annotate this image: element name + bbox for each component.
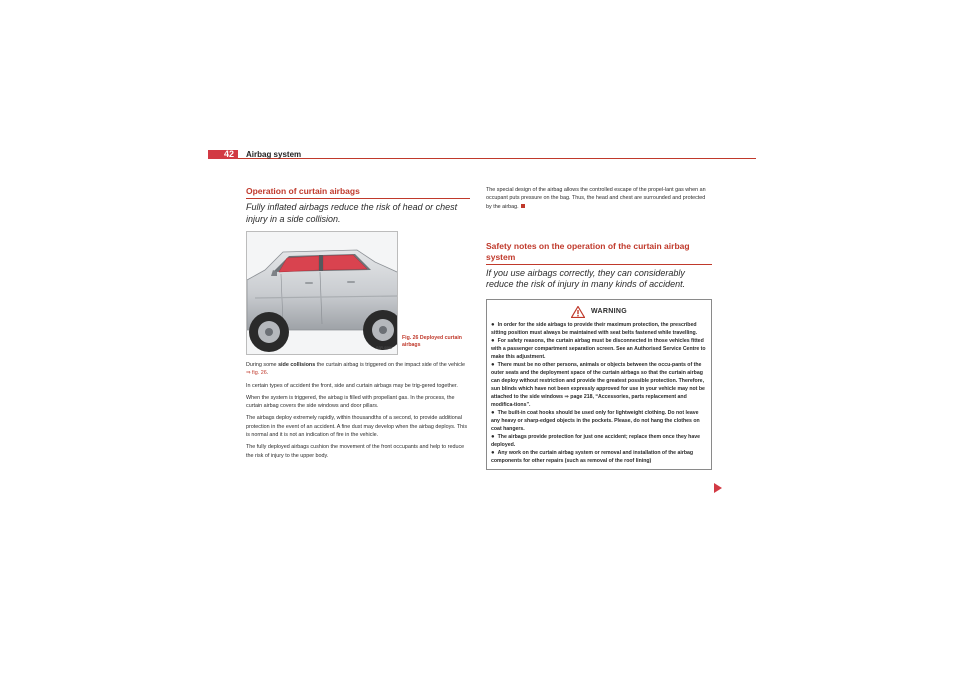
warning-item-text: For safety reasons, the curtain airbag must be disconnected in those vehicles fitted with a passenger compartment separation screen. See an Authorised Service Centre to make this adjustment. — [491, 337, 706, 360]
warning-box — [486, 299, 712, 470]
section-subtitle-safety: If you use airbags correctly, they can considerably reduce the risk of injury in many kinds of accident. — [486, 267, 686, 290]
paragraph-1-text-2: the curtain airbag is triggered on the impact side of the vehicle — [315, 362, 466, 368]
warning-item-text: Any work on the curtain airbag system or removal and installation of the airbag components for other repairs (such as removal of the roof lining) — [491, 449, 694, 464]
right-column — [486, 186, 712, 470]
bullet-icon: ● — [491, 337, 495, 344]
paragraph-1-end: . — [266, 370, 269, 377]
bullet-icon: ● — [491, 449, 495, 456]
page-number: 42 — [208, 150, 238, 159]
warning-item-text: The built-in coat hooks should be used only for lightweight clothing. Do not leave any heavy or sharp-edged objects in the pockets. Please, do not hang the clothes on coat hangers. — [491, 409, 700, 432]
warning-item-text: The airbags provide protection for just one accident; replace them once they have deployed. — [491, 433, 700, 448]
bullet-icon: ● — [491, 409, 495, 416]
figure-caption: Fig. 26 Deployed curtain airbags — [402, 335, 462, 348]
bullet-icon: ● — [491, 361, 495, 368]
figure-image — [246, 231, 398, 355]
warning-item-text: There must be no other persons, animals or objects between the occu-pants of the outer seats and the deployment space of the curtain airbags so that the curtain airbag can deploy without restriction and provide the greatest possible protection. Therefore, sun blinds which have not been expressly approved for use in your vehicle may not be attached to the side windows ⇒ page 218, “Accessories, parts replacement and modifica-tions”. — [491, 361, 705, 408]
continue-arrow-icon — [714, 483, 722, 493]
warning-item — [491, 433, 707, 449]
paragraph-3: When the system is triggered, the airbag is filled with propellant gas. In the process, the curtain airbag covers the side windows and door pillars. — [246, 394, 455, 410]
warning-item — [491, 337, 707, 361]
paragraph-1-bold: side collisions — [278, 362, 316, 368]
chapter-title: Airbag system — [246, 150, 302, 159]
car-side-illustration — [247, 232, 398, 355]
bullet-icon: ● — [491, 321, 495, 328]
figure-26 — [246, 231, 470, 355]
paragraph-5: The fully deployed airbags cushion the movement of the front occupants and help to reduce the risk of injury to the upper body. — [246, 444, 465, 459]
warning-item — [491, 321, 707, 337]
bullet-icon: ● — [491, 433, 495, 440]
warning-header — [491, 303, 707, 321]
section-heading-operation: Operation of curtain airbags — [246, 186, 470, 199]
paragraph-2: In certain types of accident the front, side and curtain airbags may be trig-gered together. — [246, 382, 458, 389]
figure-reference-link[interactable]: ⇒ fig. 26 — [246, 370, 267, 377]
section-heading-safety: Safety notes on the operation of the curtain airbag system — [486, 241, 712, 265]
warning-item — [491, 409, 707, 433]
paragraph-propellant-text: The special design of the airbag allows the controlled escape of the propel-lant gas when an occupant puts pressure on the bag. Thus, the head and chest are surrounded and protected by the airbag. — [486, 187, 706, 210]
warning-label: WARNING — [591, 308, 627, 316]
paragraph-1 — [246, 361, 470, 378]
paragraph-1-text: During some — [246, 362, 279, 368]
warning-item — [491, 449, 707, 465]
paragraph-propellant — [486, 186, 712, 211]
left-column — [246, 186, 470, 464]
warning-triangle-icon — [571, 306, 585, 318]
figure-code: B3R-0066 — [376, 346, 392, 350]
section-subtitle-operation: Fully inflated airbags reduce the risk of head or chest injury in a side collision. — [246, 202, 458, 224]
warning-item — [491, 361, 707, 409]
warning-item-text: In order for the side airbags to provide their maximum protection, the prescribed sitting position must always be maintained with seat belts fastened while travelling. — [491, 321, 698, 336]
end-of-section-icon — [521, 204, 525, 208]
paragraph-4: The airbags deploy extremely rapidly, within thousandths of a second, to provide additional protection in the event of an accident. A fine dust may develop when the airbag deploys. This is normal and it is not an indication of fire in the vehicle. — [246, 415, 468, 439]
